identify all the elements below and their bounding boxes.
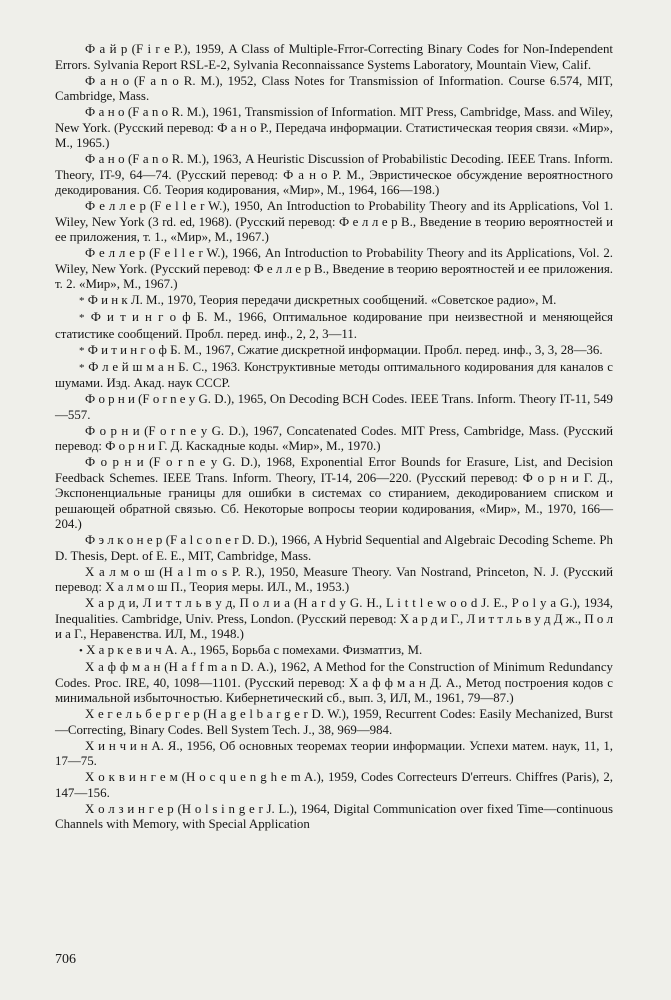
reference-entry	[55, 392, 613, 423]
reference-text: Х а ф ф м а н (H a f f m a n D. A.), 1962, A Method for the Construction of Minimum Redundancy Codes. Proc. IRE, 40, 1098—1101. (Русский перевод: Х а ф ф м а н Д. А., Метод построения кодов с минимальной избыточностью. Кибернетический сб., вып. 3, ИЛ, М., 1961, 79—87.)	[55, 660, 613, 705]
reference-text: Ф е л л е р (F e l l e r W.), 1950, An Introduction to Probability Theory and its Applications, Vol 1. Wiley, New York (3 rd. ed, 1968). (Русский перевод: Ф е л л е р В., Введение в теорию вероятностей и ее приложения, т. 1., «Мир», М., 1967.)	[55, 199, 613, 244]
reference-entry	[55, 42, 613, 73]
reference-entry	[55, 199, 613, 246]
reference-entry	[55, 246, 613, 293]
reference-entry	[55, 360, 613, 392]
reference-entry	[55, 310, 613, 342]
asterisk-marker: *	[79, 361, 85, 374]
reference-text: Ф и т и н г о ф Б. М., 1966, Оптимальное кодирование при неизвестной и меняющейся статистике сообщений. Пробл. перед. инф., 2, 2, 3—11.	[55, 310, 613, 341]
reference-text: Ф о р н и (F o r n e y G. D.), 1968, Exponential Error Bounds for Erasure, List, and Decision Feedback Schemes. IEEE Trans. Inform. Theory, IT-14, 206—220. (Русский перевод: Ф о р н и Г. Д., Экспоненциальные границы для ошибки в системах со стиранием, декодированием списком и решающей обратной связью. Сб. Некоторые вопросы теории кодирования, «Мир», М., 1970, 166—204.)	[55, 455, 613, 531]
reference-text: Ф а н о (F a n o R. M.), 1961, Transmission of Information. MIT Press, Cambridge, Mass. and Wiley, New York. (Русский перевод: Ф а н о Р., Передача информации. Статистическая теория связи. «Мир», М., 1965.)	[55, 105, 613, 150]
reference-entry	[55, 293, 613, 310]
reference-text: Х а р к е в и ч А. А., 1965, Борьба с помехами. Физматгиз, М.	[86, 643, 423, 657]
reference-text: Х а р д и, Л и т т л ь в у д, П о л и а (H a r d y G. H., L i t t l e w o o d J. E., P o l y a G.), 1934, Inequalities. Cambridge, Univ. Press, London. (Русский перевод: Х а р д и Г., Л и т т л ь в у д Д ж., П о л и а Г., Неравенства. ИЛ, М., 1948.)	[55, 596, 614, 641]
reference-text: Ф а н о (F a n o R. M.), 1963, A Heuristic Discussion of Probabilistic Decoding. IEEE Trans. Inform. Theory, IT-9, 64—74. (Русский перевод: Ф а н о Р. М., Эвристическое обсуждение вероятностного декодирования. Сб. Теория кодирования, «Мир», М., 1964, 166—198.)	[55, 152, 613, 197]
asterisk-marker: *	[79, 312, 85, 324]
reference-text: Ф о р н и (F o r n e y G. D.), 1967, Concatenated Codes. MIT Press, Cambridge, Mass. (Русский перевод: Ф о р н и Г. Д. Каскадные коды. «Мир», М., 1970.)	[55, 423, 613, 453]
asterisk-marker: *	[79, 344, 85, 357]
reference-entry	[55, 707, 613, 738]
reference-text: Ф и т и н г о ф Б. М., 1967, Сжатие дискретной информации. Пробл. перед. инф., 3, 3, 28—36.	[87, 342, 603, 357]
reference-entry	[55, 802, 613, 833]
reference-text: Ф о р н и (F o r n e y G. D.), 1965, On Decoding BCH Codes. IEEE Trans. Inform. Theory IT-11, 549—557.	[55, 392, 613, 422]
reference-text: Х и н ч и н А. Я., 1956, Об основных теоремах теории информации. Успехи матем. наук, 11, 1, 17—75.	[55, 738, 613, 768]
reference-entry	[55, 424, 613, 455]
reference-text: Ф э л к о н е р (F a l c o n e r D. D.), 1966, A Hybrid Sequential and Algebraic Decoding Scheme. Ph D. Thesis, Dept. of E. E., MIT, Cambridge, Mass.	[55, 533, 613, 563]
reference-entry	[55, 343, 613, 360]
reference-entry	[55, 643, 613, 660]
reference-text: Ф л е й ш м а н Б. С., 1963. Конструктивные методы оптимального кодирования для каналов с шумами. Изд. Акад. наук СССР.	[55, 359, 613, 390]
reference-text: Х а л м о ш (H a l m o s P. R.), 1950, Measure Theory. Van Nostrand, Princeton, N. J. (Русский перевод: Х а л м о ш П., Теория меры. ИЛ., М., 1953.)	[55, 564, 613, 594]
reference-text: Ф е л л е р (F e l l e r W.), 1966, An Introduction to Probability Theory and its Applications, Vol. 2. Wiley, New York. (Русский перевод: Ф е л л е р В., Введение в теорию вероятностей и ее приложения. т. 2. «Мир», М., 1967.)	[55, 246, 613, 291]
reference-text: Х о л з и н г е р (H o l s i n g e r J. L.), 1964, Digital Communication over fixed Time—continuous Channels with Memory, with Special Application	[55, 801, 613, 831]
reference-entry	[55, 74, 613, 105]
reference-entry	[55, 739, 613, 770]
reference-entry	[55, 455, 613, 533]
reference-text: Х о к в и н г е м (H o c q u e n g h e m A.), 1959, Codes Correcteurs D'erreurs. Chiffres (Paris), 2, 147—156.	[55, 770, 613, 800]
reference-entry	[55, 565, 613, 596]
reference-text: Х е г е л ь б е р г е р (H a g e l b a r g e r D. W.), 1959, Recurrent Codes: Easily Mechanized, Burst—Correcting, Binary Codes. Bell System Tech. J., 38, 969—984.	[55, 707, 613, 737]
reference-entry	[55, 152, 613, 199]
reference-entry	[55, 770, 613, 801]
reference-entry	[55, 105, 613, 152]
bibliography-list	[55, 42, 613, 833]
reference-entry	[55, 596, 613, 643]
reference-text: Ф а н о (F a n o R. M.), 1952, Class Notes for Transmission of Information. Course 6.574, MIT, Cambridge, Mass.	[55, 73, 613, 103]
reference-entry	[55, 660, 613, 707]
asterisk-marker: *	[79, 295, 85, 307]
reference-text: Ф а й р (F i r e P.), 1959, A Class of Multiple-Frror-Correcting Binary Codes for Non-Independent Errors. Sylvania Report RSL-E-2, Sylvania Reconnaissance Systems Laboratory, Mountain View, Calif.	[55, 42, 613, 72]
bullet-marker: •	[79, 645, 83, 657]
reference-text: Ф и н к Л. М., 1970, Теория передачи дискретных сообщений. «Советское радио», М.	[87, 293, 557, 307]
page-number: 706	[55, 952, 76, 967]
reference-entry	[55, 533, 613, 564]
